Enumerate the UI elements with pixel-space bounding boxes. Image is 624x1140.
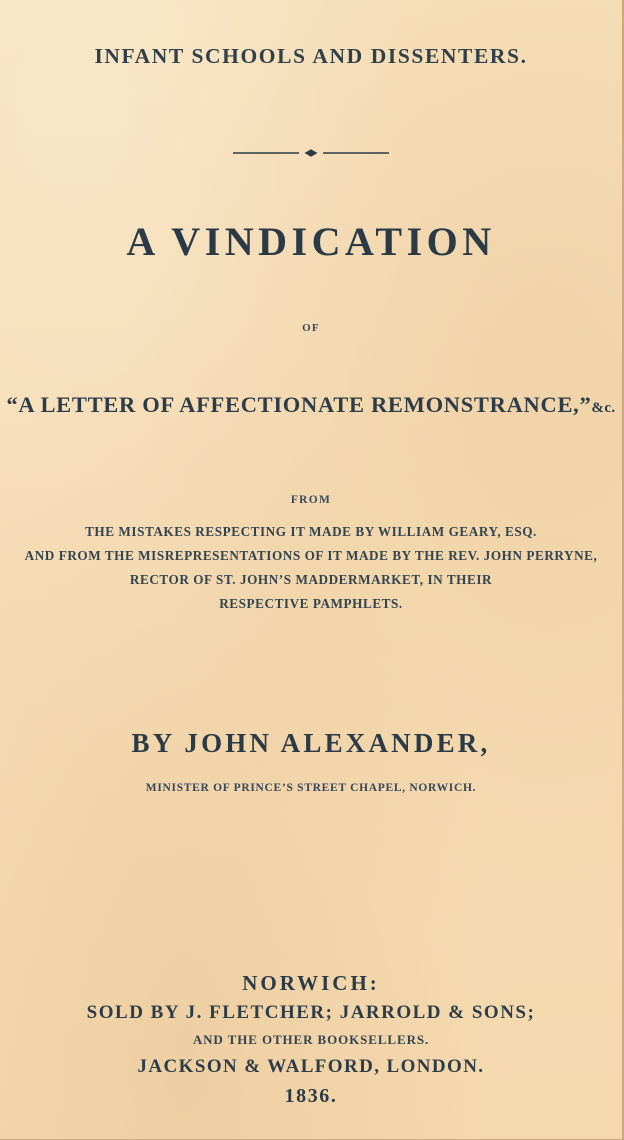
- page-title: A VINDICATION: [126, 219, 496, 264]
- ornament-divider: [0, 148, 622, 158]
- page-headline: INFANT SCHOOLS AND DISSENTERS.: [94, 44, 528, 68]
- diamond-rule-icon: [231, 148, 391, 158]
- subtitle-quoted-text: “A LETTER OF AFFECTIONATE REMONSTRANCE,”: [6, 392, 592, 417]
- reason-line: AND FROM THE MISREPRESENTATIONS OF IT MADE BY THE REV. JOHN PERRYNE,: [24, 548, 598, 563]
- reason-line: RESPECTIVE PAMPHLETS.: [219, 596, 403, 611]
- imprint-other-booksellers: AND THE OTHER BOOKSELLERS.: [192, 1032, 430, 1047]
- imprint-sellers: SOLD BY J. FLETCHER; JARROLD & SONS;: [86, 1002, 536, 1023]
- reason-block: [0, 520, 622, 616]
- imprint-london: JACKSON & WALFORD, LONDON.: [137, 1056, 485, 1077]
- of-word: OF: [302, 322, 320, 334]
- subtitle: [0, 392, 622, 418]
- imprint-year: 1836.: [284, 1085, 338, 1107]
- reason-line: THE MISTAKES RESPECTING IT MADE BY WILLIAM GEARY, ESQ.: [85, 524, 537, 539]
- subtitle-etc: &c.: [591, 400, 616, 416]
- author-role: MINISTER OF PRINCE’S STREET CHAPEL, NORWICH.: [145, 782, 477, 794]
- reason-line: RECTOR OF ST. JOHN’S MADDERMARKET, IN THEIR: [129, 572, 493, 587]
- author-name: BY JOHN ALEXANDER,: [131, 728, 491, 758]
- imprint-block: [0, 968, 622, 1110]
- imprint-city: NORWICH:: [242, 971, 380, 995]
- from-word: FROM: [290, 494, 332, 506]
